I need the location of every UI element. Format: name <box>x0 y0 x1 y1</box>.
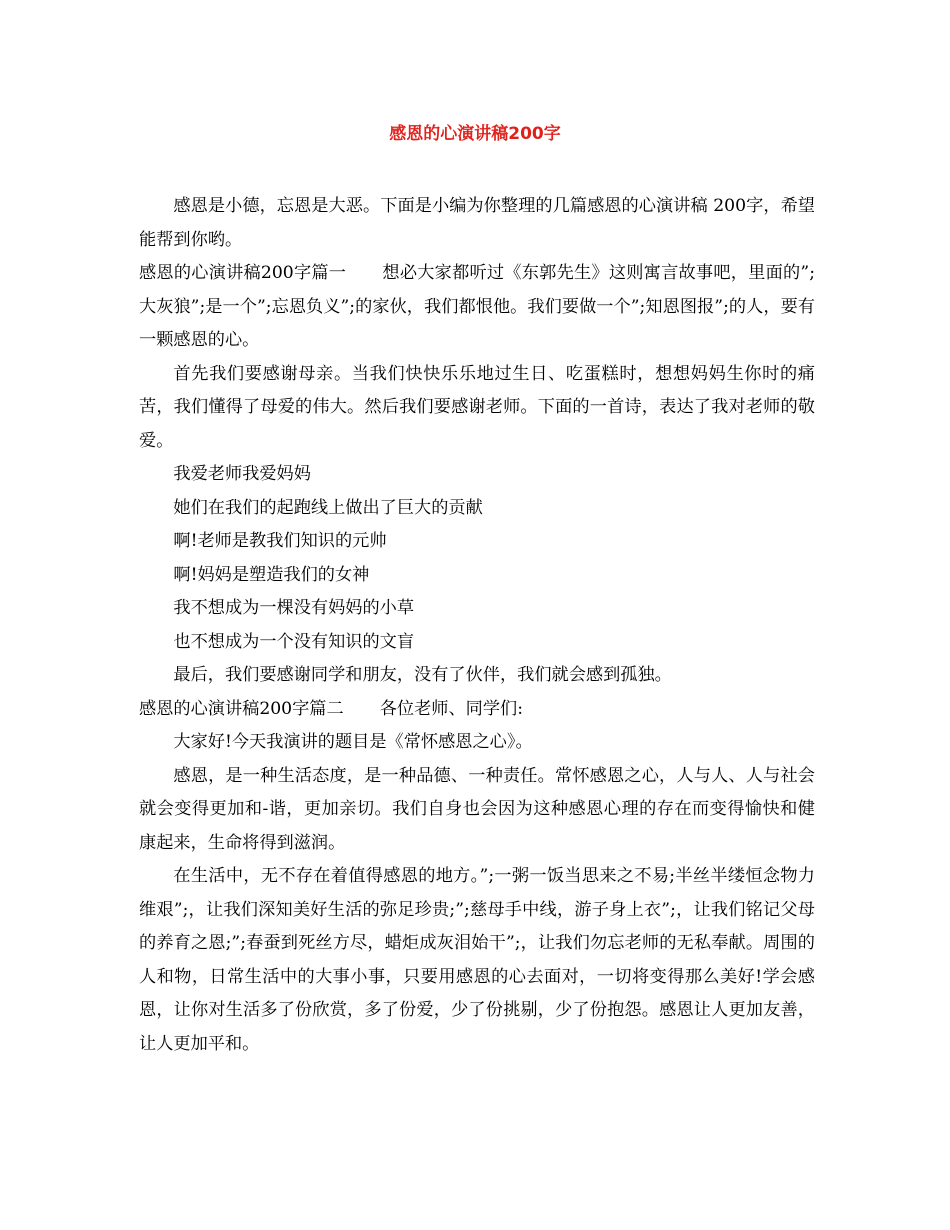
section-heading: 感恩的心演讲稿200字篇一 <box>139 263 347 283</box>
poem-line <box>139 559 815 593</box>
paragraph-section-two <box>139 693 815 727</box>
document-body <box>139 190 815 1061</box>
paragraph-text: 啊!老师是教我们知识的元帅 <box>173 531 387 551</box>
paragraph-text: 我爱老师我爱妈妈 <box>173 464 311 484</box>
paragraph <box>139 726 815 760</box>
paragraph-text: 感恩是小德，忘恩是大恶。下面是小编为你整理的几篇感恩的心演讲稿 200字，希望能帮到你哟。 <box>139 196 815 250</box>
poem-line <box>139 458 815 492</box>
paragraph-section-one <box>139 257 815 358</box>
section-heading: 感恩的心演讲稿200字篇二 <box>139 698 344 719</box>
paragraph <box>139 760 815 861</box>
poem-line <box>139 525 815 559</box>
paragraph-text: 在生活中，无不存在着值得感恩的地方。”;一粥一饭当思来之不易;半丝半缕恒念物力维艰”;，让我们深知美好生活的弥足珍贵;”;慈母手中线，游子身上衣”;，让我们铭记父母的养育之恩;”;春蚕到死丝方尽，蜡炬成灰泪始干”;，让我们勿忘老师的无私奉献。周围的人和物，日常生活中的大事小事，只要用感恩的心去面对，一切将变得那么美好!学会感恩，让你对生活多了份欣赏，多了份爱，少了份挑剔，少了份抱怨。感恩让人更加友善，让人更加平和。 <box>139 866 815 1054</box>
paragraph <box>139 860 815 1061</box>
document-title: 感恩的心演讲稿200字 <box>389 124 561 144</box>
paragraph-text: 感恩，是一种生活态度，是一种品德、一种责任。常怀感恩之心，人与人、人与社会就会变得更加和-谐，更加亲切。我们自身也会因为这种感恩心理的存在而变得愉快和健康起来，生命将得到滋润。 <box>139 765 815 853</box>
paragraph <box>139 358 815 459</box>
paragraph-text: 最后，我们要感谢同学和朋友，没有了伙伴，我们就会感到孤独。 <box>173 665 672 685</box>
poem-line <box>139 492 815 526</box>
paragraph-text: 啊!妈妈是塑造我们的女神 <box>173 564 370 585</box>
paragraph-text: 各位老师、同学们: <box>379 698 523 719</box>
paragraph-text: 大家好!今天我演讲的题目是《常怀感恩之心》。 <box>173 732 533 752</box>
poem-line <box>139 626 815 660</box>
paragraph-text: 她们在我们的起跑线上做出了巨大的贡献 <box>173 497 483 518</box>
paragraph-text: 我不想成为一棵没有妈妈的小草 <box>173 598 415 618</box>
paragraph-intro <box>139 190 815 257</box>
paragraph <box>139 659 815 693</box>
paragraph-text: 想必大家都听过《东郭先生》这则寓言故事吧，里面的”;大灰狼”;是一个”;忘恩负义”;的家伙，我们都恨他。我们要做一个”;知恩图报”;的人，要有一颗感恩的心。 <box>139 263 815 350</box>
poem-line <box>139 592 815 626</box>
paragraph-text: 也不想成为一个没有知识的文盲 <box>173 631 415 652</box>
paragraph-text: 首先我们要感谢母亲。当我们快快乐乐地过生日、吃蛋糕时，想想妈妈生你时的痛苦，我们懂得了母爱的伟大。然后我们要感谢老师。下面的一首诗，表达了我对老师的敬爱。 <box>139 363 815 451</box>
